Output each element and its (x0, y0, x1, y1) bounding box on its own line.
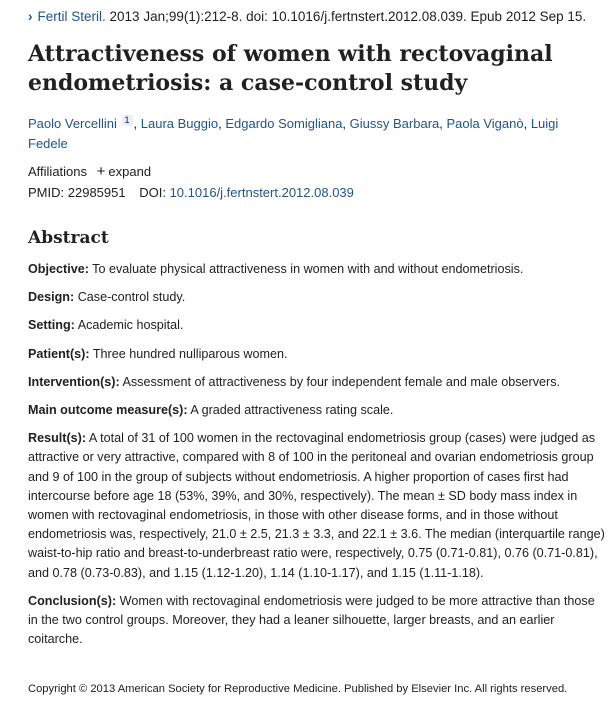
abstract-section (28, 401, 606, 420)
section-label: Result(s): (28, 431, 87, 446)
author-link[interactable]: Giussy Barbara (349, 116, 440, 131)
section-label: Intervention(s): (28, 374, 120, 389)
identifiers-row (28, 185, 354, 200)
author-link[interactable]: Paola Viganò (446, 116, 524, 131)
affiliation-badge[interactable]: 1 (122, 115, 133, 126)
copyright-notice: Copyright © 2013 American Society for Reproductive Medicine. Published by Elsevier Inc. All rights reserved. (28, 683, 568, 695)
citation-line (28, 9, 586, 24)
expand-affiliations-button[interactable] (97, 164, 151, 179)
section-label: Conclusion(s): (28, 593, 117, 608)
doi-link[interactable]: 10.1016/j.fertnstert.2012.08.039 (169, 185, 354, 200)
abstract-section (28, 373, 606, 392)
section-label: Patient(s): (28, 346, 90, 361)
expand-label: expand (108, 164, 152, 179)
section-text: Assessment of attractiveness by four independent female and male observers. (122, 374, 560, 389)
author-link[interactable]: Laura Buggio (140, 116, 219, 131)
section-label: Setting: (28, 318, 75, 333)
abstract-section (28, 316, 606, 335)
affiliations-label: Affiliations (28, 164, 88, 179)
author-list: Paolo Vercellini $^1$ , Laura Buggio, Edgardo Somigliana, Giussy Barbara, Paola Viganò, Luigi Fedele (28, 115, 559, 151)
section-text: To evaluate physical attractiveness in women with and without endometriosis. (92, 262, 524, 276)
author-link[interactable]: Paolo Vercellini (28, 116, 117, 131)
article-title: Attractiveness of women with rectovaginal endometriosis: a case-control study (28, 41, 553, 96)
pmid-label: PMID: (28, 185, 65, 200)
abstract-heading: Abstract (28, 228, 109, 248)
plus-icon: + (96, 163, 106, 180)
abstract-body (28, 260, 606, 658)
section-label: Objective: (28, 262, 89, 276)
citation-details: 2013 Jan;99(1):212-8. doi: 10.1016/j.fertnstert.2012.08.039. Epub 2012 Sep 15. (109, 9, 587, 24)
section-text: Academic hospital. (77, 318, 184, 333)
abstract-section (28, 345, 606, 364)
pmid-value: 22985951 (67, 185, 126, 200)
doi-label: DOI: (139, 185, 166, 200)
abstract-section (28, 429, 606, 583)
journal-link[interactable]: Fertil Steril. (37, 9, 106, 24)
author-link[interactable]: Luigi Fedele (28, 116, 559, 151)
section-text: A graded attractiveness rating scale. (190, 403, 394, 418)
chevron-right-icon: › (28, 9, 33, 24)
affiliations-row (28, 163, 151, 180)
section-text: Case-control study. (77, 290, 186, 305)
abstract-section (28, 288, 606, 307)
section-text: Women with rectovaginal endometriosis were judged to be more attractive than those in the two control groups. Moreover, they had a leaner silhouette, larger breasts, and an earlier coitarche. (28, 593, 595, 647)
section-text: Three hundred nulliparous women. (92, 346, 288, 361)
abstract-section (28, 592, 606, 650)
section-label: Design: (28, 290, 75, 305)
author-link[interactable]: Edgardo Somigliana (225, 116, 343, 131)
section-text: A total of 31 of 100 women in the rectovaginal endometriosis group (cases) were judged as attractive or very attractive, compared with 8 of 100 in the peritoneal and ovarian endometriosis group and 9 of 100 in the group of subjects without endometriosis. A higher proportion of cases first had intercourse before age 18 (53%, 39%, and 30%, respectively). The mean ± SD body mass index in women with rectovaginal endometriosis, in those with other disease forms, and in those without endometriosis was, respectively, 21.0 ± 2.5, 21.3 ± 3.3, and 22.1 ± 3.6. The median (interquartile range) waist-to-hip ratio and breast-to-underbreast ratio were, respectively, 0.75 (0.71-0.81), 0.76 (0.71-0.81), and 0.78 (0.73-0.83), and 1.15 (1.12-1.20), 1.14 (1.10-1.17), and 1.15 (1.11-1.18). (28, 431, 605, 580)
section-label: Main outcome measure(s): (28, 403, 188, 418)
abstract-section (28, 260, 606, 279)
